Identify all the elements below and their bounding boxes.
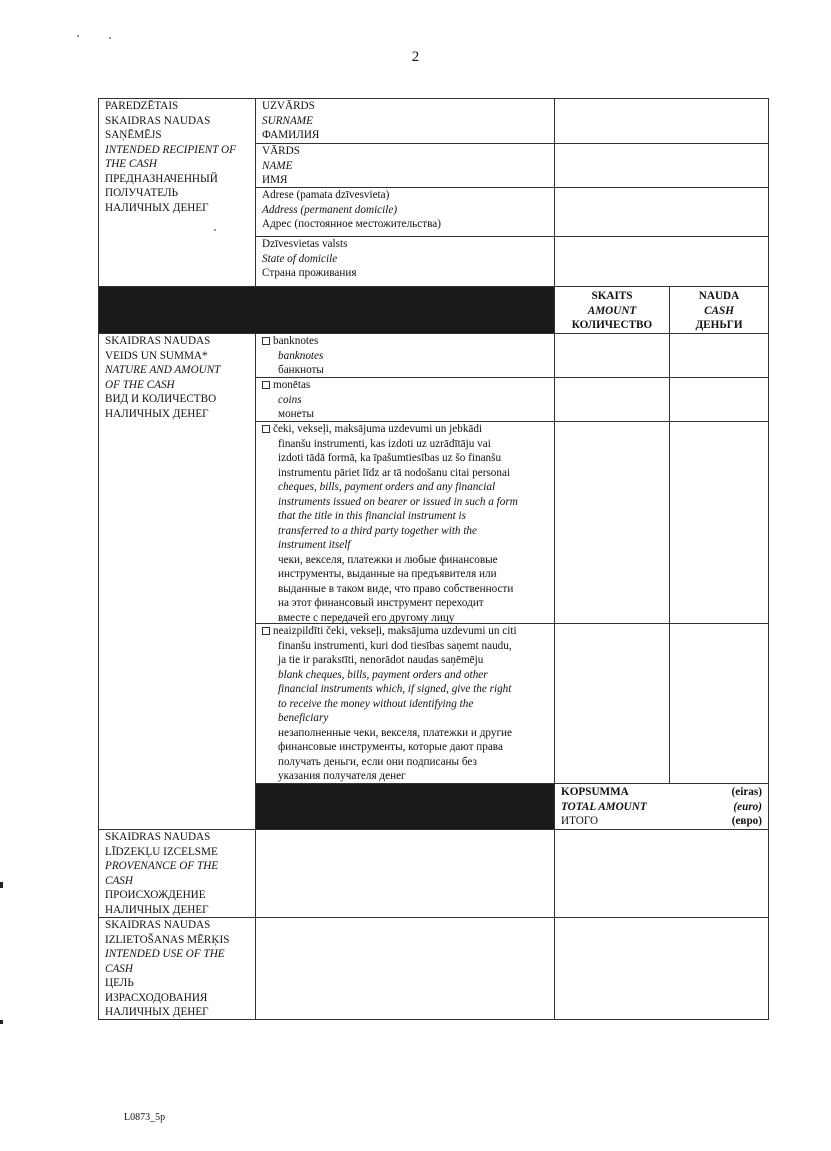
provenance-field-1[interactable] <box>255 829 555 918</box>
cash-header-lv: NAUDA <box>698 290 740 302</box>
cheques-en-4: transferred to a third party together with the <box>278 524 477 537</box>
cheques-option-cell[interactable] <box>255 421 555 624</box>
total-row <box>554 783 769 830</box>
address-label-lv: Adrese (pamata dzīvesvieta) <box>262 189 390 201</box>
nature-label-en1: NATURE AND AMOUNT <box>105 364 221 376</box>
scan-dot <box>109 37 111 39</box>
blank-cheques-cash-field[interactable] <box>669 623 769 784</box>
total-label-lv: KOPSUMMA <box>561 786 629 798</box>
cheques-lv-3: izdoti tādā formā, ka īpašumtiesības uz šo finanšu <box>278 452 502 464</box>
address-label-en: Address (permanent domicile) <box>262 203 398 216</box>
cheques-en-1: cheques, bills, payment orders and any financial <box>278 481 496 493</box>
footer-code: L0873_5p <box>124 1112 166 1123</box>
blank-lv-2: finanšu instrumenti, kuri dod tiesības saņemt naudu, <box>278 639 512 652</box>
amount-header-lv: SKAITS <box>591 290 633 302</box>
total-label-ru: ИТОГО <box>561 815 599 827</box>
scan-mark <box>0 1020 3 1024</box>
state-field[interactable] <box>554 236 769 287</box>
name-label-cell <box>255 143 555 188</box>
address-label-cell <box>255 187 555 237</box>
cheques-lv-4: instrumentu pāriet līdz ar tā nodošanu citai personai <box>278 466 511 479</box>
banknotes-checkbox[interactable] <box>262 337 270 345</box>
recipient-label-lv2: SKAIDRAS NAUDAS <box>105 114 211 127</box>
recipient-label-en2: THE CASH <box>105 158 157 170</box>
recipient-label-ru2: ПОЛУЧАТЕЛЬ <box>105 187 179 199</box>
coins-label-en: coins <box>278 393 302 406</box>
blank-ru-4: указания получателя денег <box>278 770 406 782</box>
recipient-label-ru3: НАЛИЧНЫХ ДЕНЕГ <box>105 201 209 214</box>
provenance-label-lv2: LĪDZEKĻU IZCELSME <box>105 845 218 858</box>
blank-lv-1: neaizpildīti čeki, vekseļi, maksājuma uzdevumi un citi <box>273 625 517 637</box>
blank-lv-3: ja tie ir parakstīti, nenorādot naudas saņēmēju <box>278 654 484 666</box>
amount-header-ru: КОЛИЧЕСТВО <box>571 319 653 331</box>
scan-mark <box>0 882 3 888</box>
scan-dot <box>77 35 79 37</box>
provenance-label-ru1: ПРОИСХОЖДЕНИЕ <box>105 889 206 901</box>
cheques-en-2: instruments issued on bearer or issued in such a form <box>278 495 518 508</box>
intended-use-label-ru1: ЦЕЛЬ <box>105 977 134 989</box>
blank-cheques-amount-field[interactable] <box>554 623 670 784</box>
surname-label-en: SURNAME <box>262 114 313 127</box>
intended-use-label-lv1: SKAIDRAS NAUDAS <box>105 919 211 931</box>
coins-label-ru: монеты <box>278 408 315 420</box>
recipient-label-cell <box>98 98 256 287</box>
page-number: 2 <box>411 49 420 65</box>
nature-label-ru2: НАЛИЧНЫХ ДЕНЕГ <box>105 407 209 420</box>
cash-header-ru: ДЕНЬГИ <box>695 319 743 331</box>
intended-use-field-1[interactable] <box>255 917 555 1020</box>
banknotes-label-lv: banknotes <box>273 335 319 347</box>
header-black-band <box>98 286 555 334</box>
provenance-label-lv1: SKAIDRAS NAUDAS <box>105 831 211 843</box>
banknotes-option-cell[interactable] <box>255 333 555 378</box>
total-unit-en: (euro) <box>733 800 762 813</box>
nature-label-ru1: ВИД И КОЛИЧЕСТВО <box>105 393 217 405</box>
total-label-en: TOTAL AMOUNT <box>561 800 647 813</box>
provenance-field-2[interactable] <box>554 829 769 918</box>
recipient-label-ru1: ПРЕДНАЗНАЧЕННЫЙ <box>105 172 218 185</box>
cheques-cash-field[interactable] <box>669 421 769 624</box>
blank-ru-1: незаполненные чеки, векселя, платежки и другие <box>278 726 512 739</box>
state-label-en: State of domicile <box>262 252 338 265</box>
cheques-ru-3: выданные в таком виде, что право собственности <box>278 582 514 595</box>
cheques-ru-4: на этот финансовый инструмент переходит <box>278 597 484 609</box>
banknotes-amount-field[interactable] <box>554 333 670 378</box>
cheques-ru-2: инструменты, выданные на предъявителя или <box>278 568 497 580</box>
cheques-en-3: that the title in this financial instrument is <box>278 510 467 522</box>
intended-use-label-en1: INTENDED USE OF THE <box>105 948 225 960</box>
cheques-en-5: instrument itself <box>278 539 351 551</box>
recipient-label-lv1: PAREDZĒTAIS <box>105 100 179 112</box>
total-black-band <box>255 783 555 830</box>
cheques-ru-1: чеки, векселя, платежки и любые финансовые <box>278 553 498 566</box>
coins-option-cell[interactable] <box>255 377 555 422</box>
blank-en-4: beneficiary <box>278 712 329 724</box>
surname-label-ru: ФАМИЛИЯ <box>262 129 320 141</box>
name-label-en: NAME <box>262 159 293 172</box>
state-label-lv: Dzīvesvietas valsts <box>262 238 348 250</box>
recipient-label-lv3: SAŅĒMĒJS <box>105 129 162 141</box>
blank-cheques-option-cell[interactable] <box>255 623 555 784</box>
cheques-checkbox[interactable] <box>262 425 270 433</box>
blank-ru-2: финансовые инструменты, которые дают права <box>278 741 503 753</box>
total-unit-lv: (eiras) <box>731 786 762 798</box>
coins-label-lv: monētas <box>273 379 311 391</box>
surname-label-cell <box>255 98 555 144</box>
provenance-label-en1: PROVENANCE OF THE <box>105 860 219 872</box>
blank-en-2: financial instruments which, if signed, give the right <box>278 683 512 695</box>
intended-use-label-ru3: НАЛИЧНЫХ ДЕНЕГ <box>105 1006 209 1018</box>
cheques-amount-field[interactable] <box>554 421 670 624</box>
total-unit-ru: (евро) <box>731 815 762 827</box>
cheques-lv-1: čeki, vekseļi, maksājuma uzdevumi un jebkādi <box>273 423 483 435</box>
state-label-cell <box>255 236 555 287</box>
nature-label-lv2: VEIDS UN SUMMA* <box>105 349 208 362</box>
blank-en-3: to receive the money without identifying the <box>278 697 474 710</box>
name-label-ru: ИМЯ <box>262 174 288 186</box>
banknotes-label-en: banknotes <box>278 349 324 362</box>
surname-label-lv: UZVĀRDS <box>262 100 315 112</box>
name-field[interactable] <box>554 143 769 188</box>
provenance-label-en2: CASH <box>105 874 133 887</box>
coins-amount-field[interactable] <box>554 377 670 422</box>
coins-cash-field[interactable] <box>669 377 769 422</box>
nature-label-cell <box>98 333 256 830</box>
intended-use-label-en2: CASH <box>105 962 133 975</box>
cash-column-header <box>669 286 769 334</box>
banknotes-cash-field[interactable] <box>669 333 769 378</box>
provenance-label-cell <box>98 829 256 918</box>
state-label-ru: Страна проживания <box>262 267 357 279</box>
provenance-label-ru2: НАЛИЧНЫХ ДЕНЕГ <box>105 903 209 916</box>
nature-label-lv1: SKAIDRAS NAUDAS <box>105 335 211 347</box>
intended-use-label-ru2: ИЗРАСХОДОВАНИЯ <box>105 991 208 1004</box>
nature-label-en2: OF THE CASH <box>105 378 175 391</box>
intended-use-label-lv2: IZLIETOŠANAS MĒRĶIS <box>105 933 230 946</box>
banknotes-label-ru: банкноты <box>278 364 324 376</box>
cheques-lv-2: finanšu instrumenti, kas izdoti uz uzrādītāju vai <box>278 437 491 450</box>
coins-checkbox[interactable] <box>262 381 270 389</box>
amount-header-en: AMOUNT <box>587 304 637 317</box>
name-label-lv: VĀRDS <box>262 145 300 157</box>
recipient-label-en1: INTENDED RECIPIENT OF <box>105 143 236 156</box>
cheques-ru-5: вместе с передачей его другому лицу <box>278 611 455 624</box>
intended-use-label-cell <box>98 917 256 1020</box>
surname-field[interactable] <box>554 98 769 144</box>
blank-ru-3: получать деньги, если они подписаны без <box>278 755 477 768</box>
cash-header-en: CASH <box>704 304 734 317</box>
amount-column-header <box>554 286 670 334</box>
address-field[interactable] <box>554 187 769 237</box>
address-label-ru: Адрес (постоянное местожительства) <box>262 218 441 230</box>
intended-use-field-2[interactable] <box>554 917 769 1020</box>
blank-en-1: blank cheques, bills, payment orders and other <box>278 668 488 681</box>
blank-cheques-checkbox[interactable] <box>262 627 270 635</box>
